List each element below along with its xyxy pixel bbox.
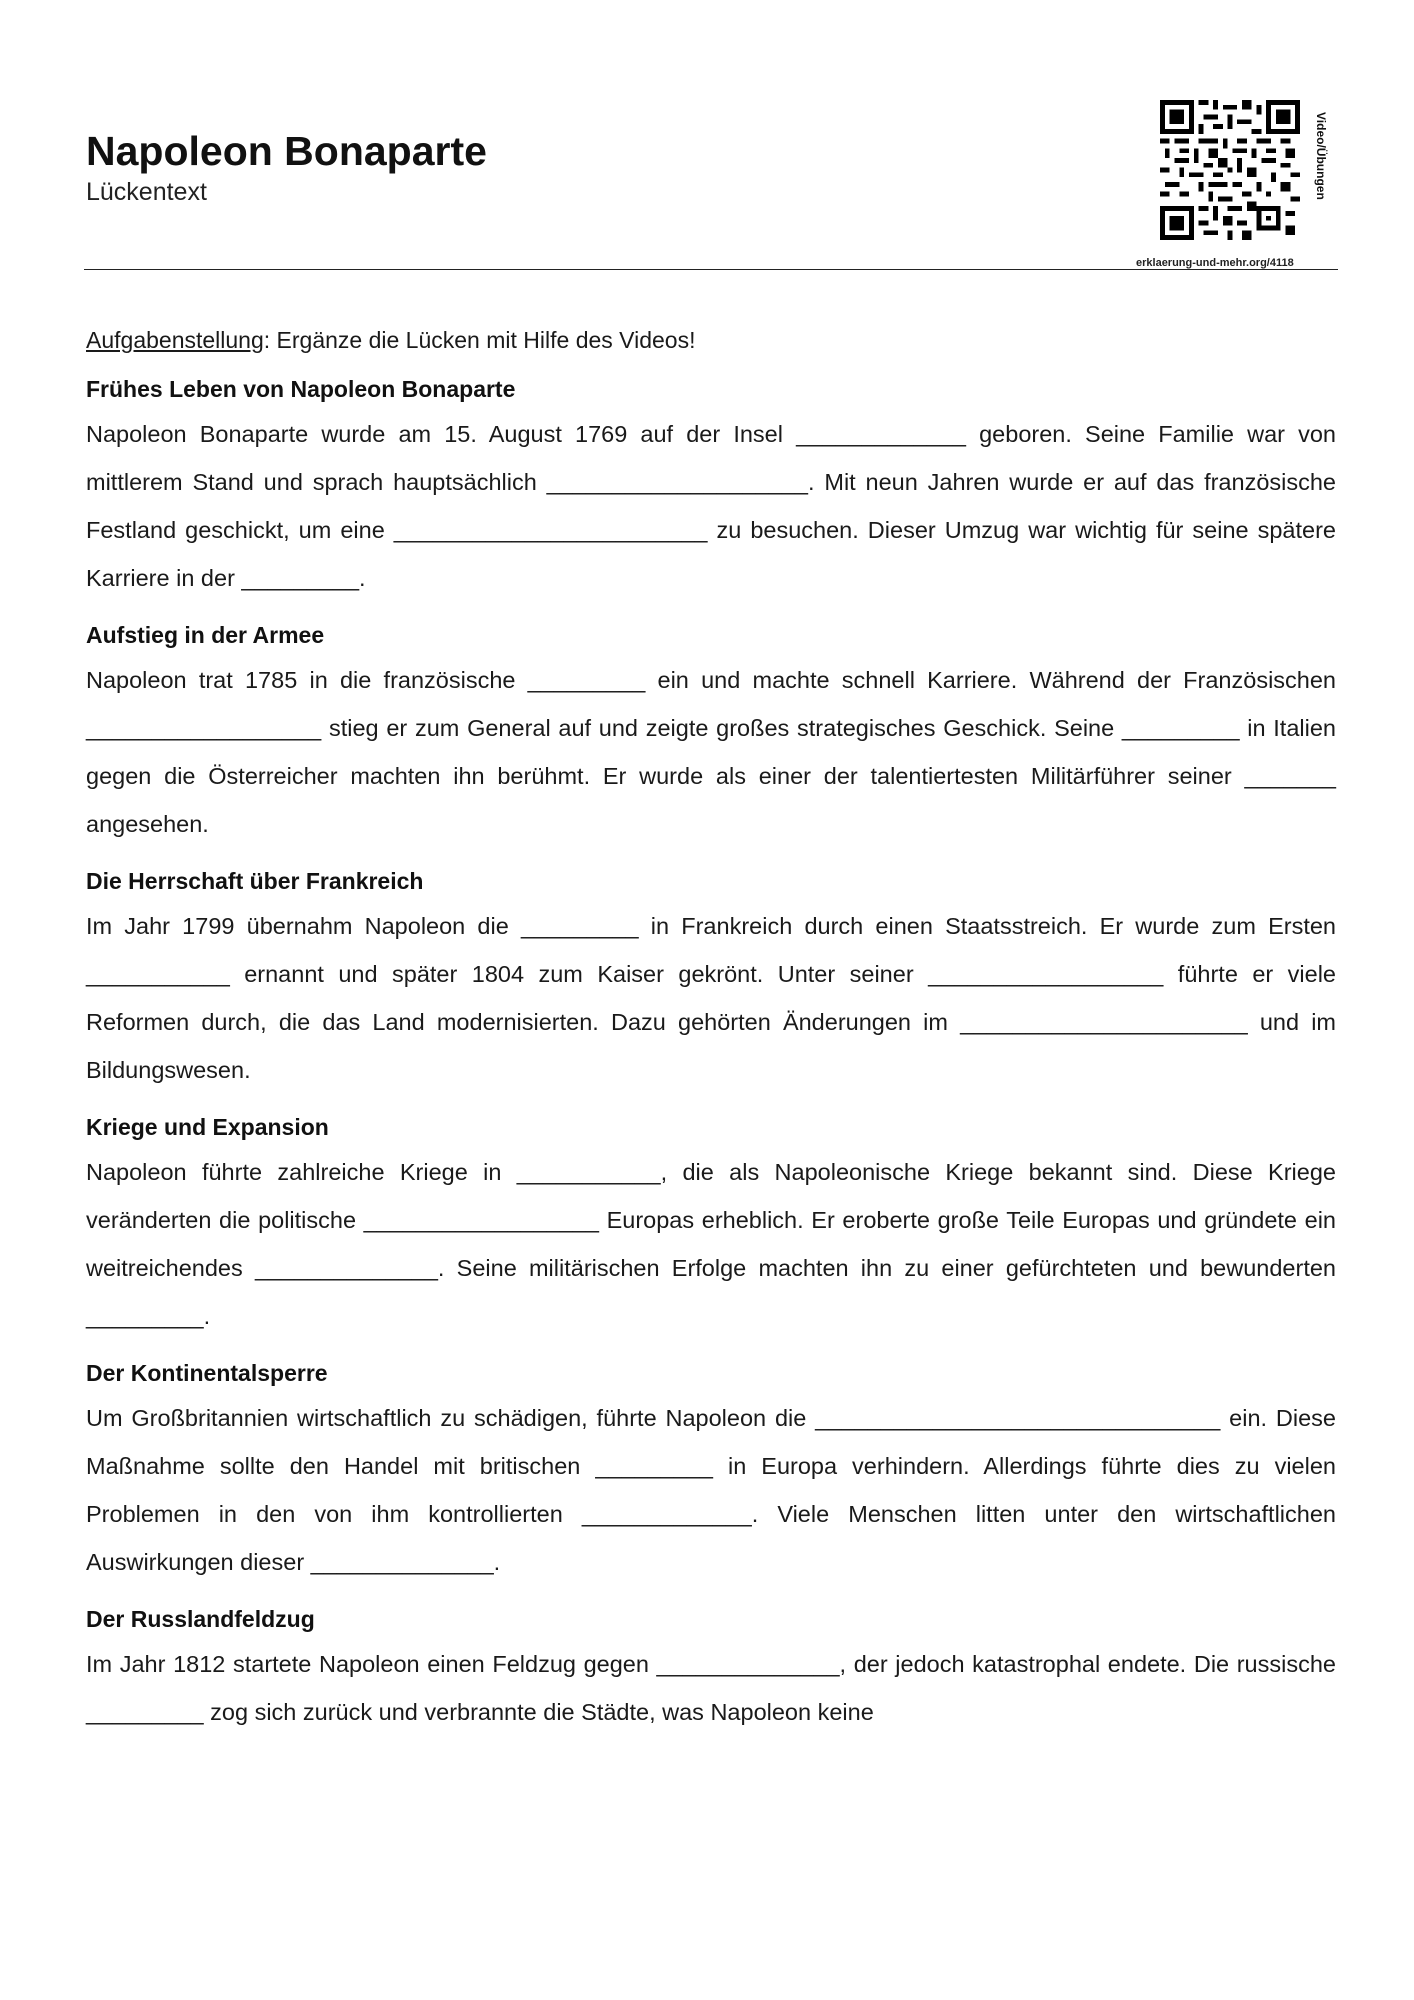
section-heading: Der Russlandfeldzug <box>86 1606 315 1632</box>
cloze-paragraph: Napoleon Bonaparte wurde am 15. August 1769 auf der Insel _____________ geboren. Seine Familie war von mittlerem Stand und sprach hauptsächlich ____________________. Mit neun Jahren wurde er auf das französische Festland geschickt, um eine ________________________ zu besuchen. Dieser Umzug war wichtig für seine spätere Karriere in der _________. <box>86 421 1336 591</box>
section-heading: Aufstieg in der Armee <box>86 622 325 648</box>
task-instruction <box>86 326 1336 354</box>
section-heading: Die Herrschaft über Frankreich <box>86 868 424 894</box>
section-russia-campaign <box>86 1604 1336 1736</box>
section-heading: Kriege und Expansion <box>86 1114 329 1140</box>
section-heading: Frühes Leben von Napoleon Bonaparte <box>86 376 516 402</box>
qr-side-label-text: Video/Übungen <box>1314 112 1328 200</box>
worksheet-content <box>86 326 1336 1754</box>
website-url[interactable]: erklaerung-und-mehr.org/4118 <box>1136 257 1294 269</box>
cloze-paragraph: Napoleon trat 1785 in die französische _________ ein und machte schnell Karriere. Während der Französischen __________________ stieg er zum General auf und zeigte großes strategisches Geschick. Seine _________ in Italien gegen die Österreicher machten ihn berühmt. Er wurde als einer der talentiertesten Militärführer seiner _______ angesehen. <box>86 667 1336 837</box>
cloze-paragraph: Napoleon führte zahlreiche Kriege in ___________, die als Napoleonische Kriege bekannt sind. Diese Kriege veränderten die politische __________________ Europas erheblich. Er eroberte große Teile Europas und gründete ein weitreichendes ______________. Seine militärischen Erfolge machten ihn zu einer gefürchteten und bewunderten _________. <box>86 1159 1336 1329</box>
task-text: : Ergänze die Lücken mit Hilfe des Videos! <box>263 327 696 353</box>
section-continental-system <box>86 1358 1336 1586</box>
section-army <box>86 620 1336 848</box>
cloze-paragraph: Im Jahr 1812 startete Napoleon einen Feldzug gegen ______________, der jedoch katastrophal endete. Die russische _________ zog sich zurück und verbrannte die Städte, was Napoleon keine <box>86 1651 1336 1725</box>
section-rule-france <box>86 866 1336 1094</box>
task-label: Aufgabenstellung <box>86 327 264 353</box>
section-heading: Der Kontinentalsperre <box>86 1360 328 1386</box>
header-divider <box>84 269 1338 270</box>
section-wars <box>86 1112 1336 1340</box>
qr-side-label <box>1306 112 1336 232</box>
page-subtitle: Lückentext <box>86 178 207 207</box>
page-title: Napoleon Bonaparte <box>86 128 487 174</box>
section-early-life <box>86 374 1336 602</box>
cloze-paragraph: Um Großbritannien wirtschaftlich zu schädigen, führte Napoleon die _______________________________ ein. Diese Maßnahme sollte den Handel mit britischen _________ in Europa verhindern. Allerdings führte dies zu vielen Problemen in den von ihm kontrollierten _____________. Viele Menschen litten unter den wirtschaftlichen Auswirkungen dieser ______________. <box>86 1405 1336 1575</box>
header <box>86 128 487 207</box>
qr-code-icon[interactable] <box>1160 100 1300 240</box>
cloze-paragraph: Im Jahr 1799 übernahm Napoleon die _________ in Frankreich durch einen Staatsstreich. Er wurde zum Ersten ___________ ernannt und später 1804 zum Kaiser gekrönt. Unter seiner __________________ führte er viele Reformen durch, die das Land modernisierten. Dazu gehörten Änderungen im ______________________ und im Bildungswesen. <box>86 913 1336 1083</box>
